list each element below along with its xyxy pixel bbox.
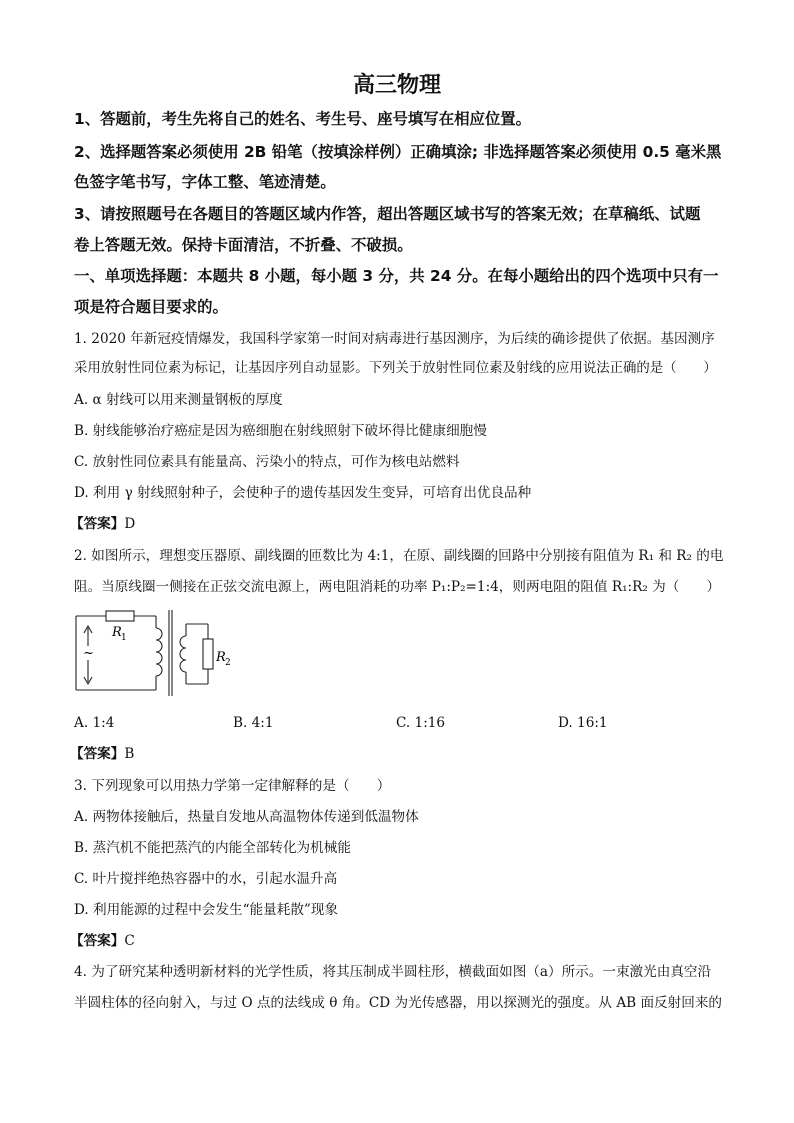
q3-answer (70, 932, 135, 950)
page-title: 高三物理 (352, 73, 441, 98)
q2-option-b: B. 4:1 (233, 715, 274, 731)
instruction-2: 2、选择题答案必须使用 2B 铅笔（按填涂样例）正确填涂; 非选择题答案必须使用 0.5 毫米黑 (74, 143, 722, 161)
q1-option-c: C. 放射性同位素具有能量高、污染小的特点，可作为核电站燃料 (74, 454, 460, 470)
q3-option-b: B. 蒸汽机不能把蒸汽的内能全部转化为机械能 (74, 840, 351, 856)
answer-label: 【答案】 (70, 933, 125, 949)
r1-label: R (112, 625, 122, 640)
instruction-1: 1、答题前，考生先将自己的姓名、考生号、座号填写在相应位置。 (74, 110, 532, 128)
q4-stem-line-2: 半圆柱体的径向射入，与过 O 点的法线成 θ 角。CD 为光传感器，用以探测光的强度。从 AB 面反射回来的 (74, 995, 723, 1011)
q2-option-d: D. 16:1 (558, 715, 608, 731)
q1-option-a: A. α 射线可以用来测量钢板的厚度 (74, 392, 283, 408)
transformer-circuit-diagram (70, 606, 240, 698)
q1-stem-line-1: 1. 2020 年新冠疫情爆发，我国科学家第一时间对病毒进行基因测序，为后续的确诊提供了依据。基因测序 (74, 331, 715, 347)
q2-answer (70, 745, 134, 763)
ac-source-symbol: ~ (83, 646, 94, 661)
r2-label: R (216, 650, 226, 665)
instruction-3: 3、请按照题号在各题目的答题区域内作答，超出答题区域书写的答案无效；在草稿纸、试题 (74, 205, 701, 223)
q3-option-d: D. 利用能源的过程中会发生“能量耗散”现象 (74, 902, 339, 918)
q3-stem: 3. 下列现象可以用热力学第一定律解释的是（ ） (74, 778, 391, 794)
r2-subscript: 2 (225, 658, 231, 668)
q3-option-a: A. 两物体接触后，热量自发地从高温物体传递到低温物体 (74, 809, 419, 825)
q1-answer (70, 515, 135, 533)
q2-answer-value: B (124, 746, 135, 762)
q1-option-d: D. 利用 γ 射线照射种子，会使种子的遗传基因发生变异，可培育出优良品种 (74, 485, 532, 501)
answer-label: 【答案】 (70, 746, 125, 762)
q1-answer-value: D (124, 516, 136, 532)
q3-option-c: C. 叶片搅拌绝热容器中的水，引起水温升高 (74, 871, 338, 887)
q2-option-a: A. 1:4 (74, 715, 115, 731)
q3-answer-value: C (124, 933, 135, 949)
instruction-2-cont: 色签字笔书写，字体工整、笔迹清楚。 (74, 173, 336, 191)
q2-option-c: C. 1:16 (396, 715, 446, 731)
q2-stem-line-2: 阻。当原线圈一侧接在正弦交流电源上，两电阻消耗的功率 P₁:P₂=1:4，则两电阻的阻值 R₁:R₂ 为（ ） (74, 579, 721, 595)
instruction-3-cont: 卷上答题无效。保持卡面清洁，不折叠、不破损。 (74, 236, 413, 254)
q1-stem-line-2: 采用放射性同位素为标记，让基因序列自动显影。下列关于放射性同位素及射线的应用说法正确的是（ ） (74, 361, 717, 376)
section-heading-cont: 项是符合题目要求的。 (74, 298, 228, 316)
section-heading: 一、单项选择题：本题共 8 小题，每小题 3 分，共 24 分。在每小题给出的四个选项中只有一 (74, 267, 719, 285)
answer-label: 【答案】 (70, 516, 125, 532)
q4-stem-line-1: 4. 为了研究某种透明新材料的光学性质，将其压制成半圆柱形，横截面如图（a）所示。一束激光由真空沿 (74, 964, 712, 980)
q2-stem-line-1: 2. 如图所示，理想变压器原、副线圈的匝数比为 4:1，在原、副线圈的回路中分别接有阻值为 R₁ 和 R₂ 的电 (74, 548, 724, 564)
q1-option-b: B. 射线能够治疗癌症是因为癌细胞在射线照射下破坏得比健康细胞慢 (74, 423, 487, 439)
r1-subscript: 1 (121, 633, 127, 643)
